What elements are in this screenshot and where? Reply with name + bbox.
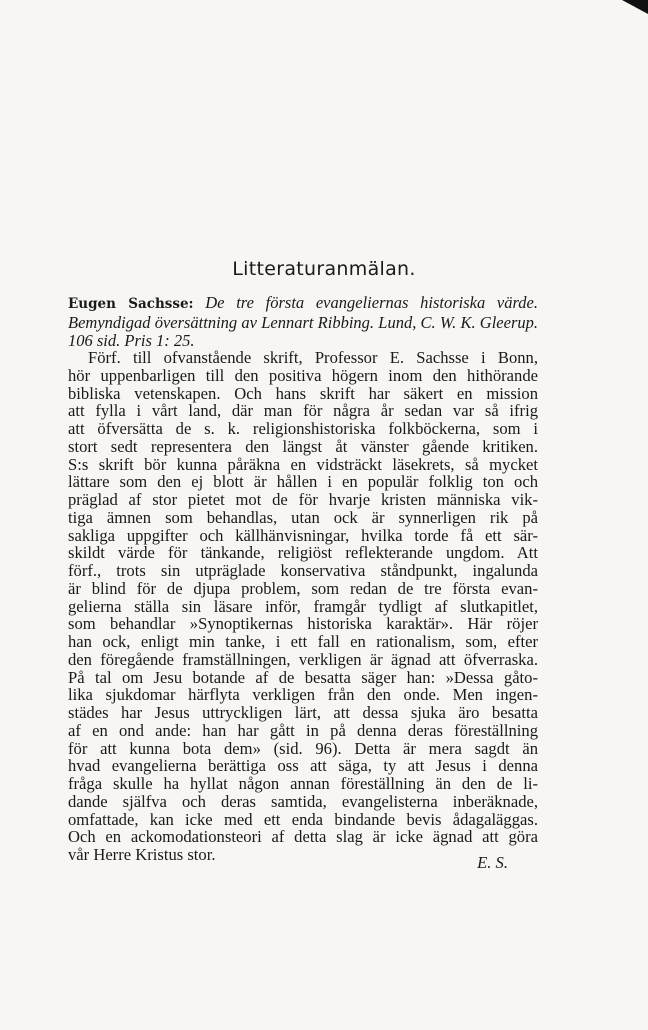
body-line: gelierna ställa sin läsare inför, framgår tydligt af slutkapitlet, bbox=[68, 596, 538, 616]
body-line: Och en ackomodationsteori af detta slag är icke ägnad att göra bbox=[68, 827, 538, 847]
body-line: Förf. till ofvanstående skrift, Professor E. Sachsse i Bonn, bbox=[88, 348, 538, 367]
body-line: tiga ämnen som behandlas, utan ock är synnerligen rik på bbox=[68, 507, 538, 527]
citation-translation: Bemyndigad översättning av Lennart Ribbing. bbox=[68, 312, 375, 332]
signature: E. S. bbox=[477, 853, 508, 872]
body-line: förf., trots sin utpräglade konservativa ståndpunkt, ingalunda bbox=[68, 561, 538, 580]
body-line: fråga skulle ha hyllat någon annan föreställning än den de li- bbox=[68, 774, 538, 793]
body-line: skildt värde för tänkande, religiöst reflekterande ungdom. Att bbox=[68, 543, 538, 563]
body-line: dande själfva och deras samtida, evangelisterna inberäknade, bbox=[68, 791, 538, 811]
body-line: att öfversätta de s. k. religionshistoriska folkböckerna, som i bbox=[68, 419, 538, 438]
citation-publication: Lund, C. W. K. Gleerup. 106 sid. Pris 1: 25. bbox=[68, 312, 538, 350]
body-line-final: vår Herre Kristus stor. bbox=[68, 845, 216, 864]
citation-author: Eugen Sachsse: bbox=[68, 296, 194, 312]
body-line: är blind för de djupa problem, som redan de tre första evan- bbox=[68, 578, 538, 598]
review-body bbox=[68, 349, 538, 864]
body-line: lättare som den ej blott är hållen i en populär folklig ton och bbox=[68, 472, 538, 492]
body-line: den föregående framställningen, verkligen är ägnad att öfverraska. bbox=[68, 649, 538, 669]
body-line: S:s skrift bör kunna påräkna en vidsträckt läsekrets, så mycket bbox=[68, 454, 538, 474]
body-line: sakliga uppgifter och källhänvisningar, hvilka torde få ett sär- bbox=[68, 525, 538, 545]
body-line: hvad evangelierna berättiga oss att säga, ty att Jesus i denna bbox=[68, 756, 538, 776]
citation-title: De tre första evangeliernas historiska värde. bbox=[205, 293, 538, 312]
body-line: som behandlar »Synoptikernas historiska karaktär». Här röjer bbox=[68, 614, 538, 634]
body-line: omfattade, kan icke med ett enda bindande bevis ådagaläggas. bbox=[68, 809, 538, 829]
body-line: städes har Jesus uttryckligen lärt, att dessa sjuka äro besatta bbox=[68, 703, 538, 722]
body-line: stort sedt representera den längst åt vänster gående kritiken. bbox=[68, 436, 538, 456]
body-line: hör uppenbarligen till den positiva högern inom den hithörande bbox=[68, 365, 538, 385]
section-heading: Litteraturanmälan. bbox=[232, 258, 416, 280]
body-line: präglad af stor pietet mot de för hvarje kristen människa vik- bbox=[68, 490, 538, 509]
body-line: lika sjukdomar härflyta verkligen från den onde. Men ingen- bbox=[68, 685, 538, 705]
body-line: På tal om Jesu botande af de besatta säger han: »Dessa gåto- bbox=[68, 667, 538, 687]
book-citation bbox=[68, 294, 538, 351]
body-line: af en ond ande: han har gått in på denna deras föreställning bbox=[68, 720, 538, 740]
body-line: för att kunna bota dem» (sid. 96). Detta är mera sagdt än bbox=[68, 738, 538, 758]
body-line: att fylla i vårt land, där man för några år sedan var så ifrig bbox=[68, 401, 538, 421]
body-line: bibliska vetenskapen. Och hans skrift har säkert en mission bbox=[68, 383, 538, 403]
body-line: han ock, enligt min tanke, i ett fall en rationalism, som, efter bbox=[68, 632, 538, 651]
